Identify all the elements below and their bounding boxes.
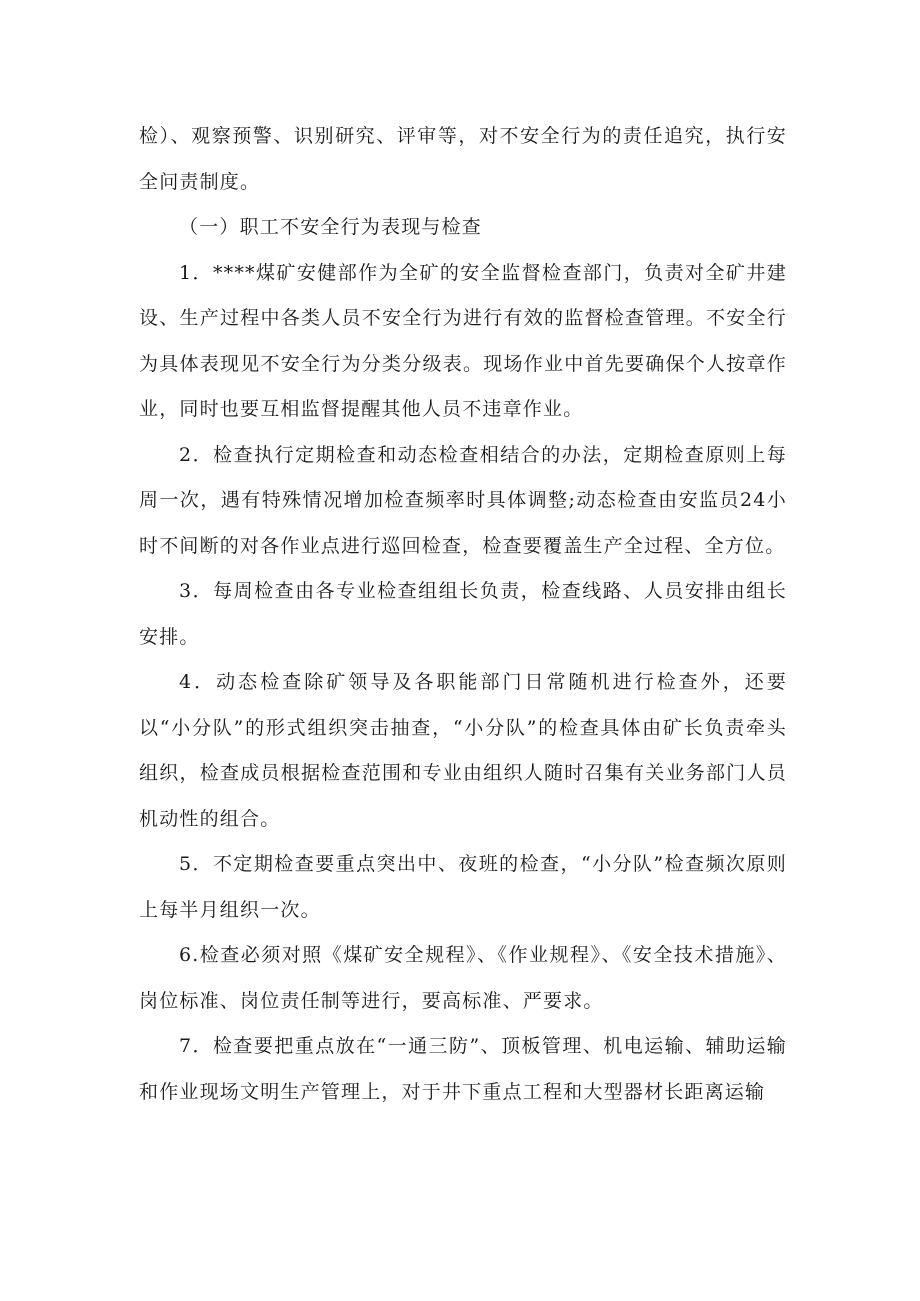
paragraph-item-7: 7．检查要把重点放在“一通三防”、顶板管理、机电运输、辅助运输和作业现场文明生产管理上，对于井下重点工程和大型器材长距离运输 [139,1035,787,1103]
paragraph-item-3: 3．每周检查由各专业检查组组长负责，检查线路、人员安排由组长安排。 [139,580,787,648]
paragraph-item-6: 6.检查必须对照《煤矿安全规程》、《作业规程》、《安全技术措施》、岗位标准、岗位责任制等进行，要高标准、严要求。 [139,944,787,1012]
paragraph-item-5: 5．不定期检查要重点突出中、夜班的检查，“小分队”检查频次原则上每半月组织一次。 [139,853,787,921]
paragraph-item-2: 2．检查执行定期检查和动态检查相结合的办法，定期检查原则上每周一次，遇有特殊情况增加检查频率时具体调整;动态检查由安监员24小时不间断的对各作业点进行巡回检查，检查要覆盖生产全过程、全方位。 [139,443,787,557]
document-body [139,114,787,1115]
section-heading: （一）职工不安全行为表现与检查 [179,216,483,238]
paragraph-item-1: 1．****煤矿安健部作为全矿的安全监督检查部门，负责对全矿井建设、生产过程中各类人员不安全行为进行有效的监督检查管理。不安全行为具体表现见不安全行为分类分级表。现场作业中首先要确保个人按章作业，同时也要互相监督提醒其他人员不违章作业。 [139,261,787,420]
paragraph-continuation: 检）、观察预警、识别研究、评审等，对不安全行为的责任追究，执行安全问责制度。 [139,125,787,193]
paragraph-item-4: 4．动态检查除矿领导及各职能部门日常随机进行检查外，还要以“小分队”的形式组织突击抽查，“小分队”的检查具体由矿长负责牵头组织，检查成员根据检查范围和专业由组织人随时召集有关业务部门人员机动性的组合。 [139,671,787,830]
